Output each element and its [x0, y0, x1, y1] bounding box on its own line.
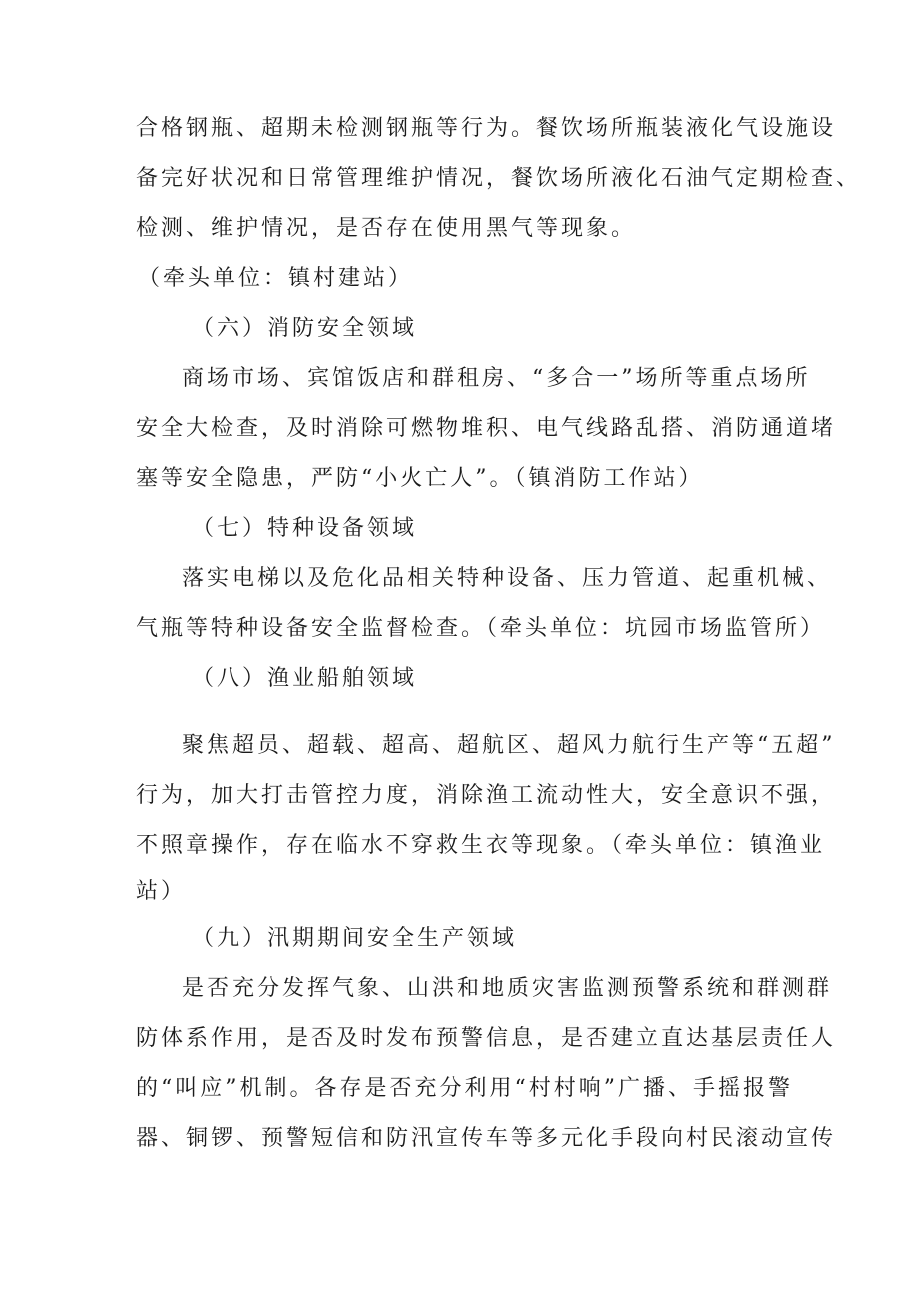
section-heading-9: （九）汛期期间安全生产领域	[192, 926, 518, 951]
body-text-line: 检测、维护情况，是否存在使用黑气等现象。	[136, 216, 637, 241]
body-text-line: 安全大检查，及时消除可燃物堆积、电气线路乱搭、消防通道堵	[136, 416, 837, 441]
body-text-line: 塞等安全隐患，严防“小火亡人”。（镇消防工作站）	[136, 466, 704, 491]
section-heading-8: （八）渔业船舶领域	[192, 666, 418, 691]
section-heading-6: （六）消防安全领域	[192, 316, 418, 341]
body-text-line: 备完好状况和日常管理维护情况，餐饮场所液化石油气定期检查、	[136, 166, 862, 191]
body-text-line: 行为，加大打击管控力度，消除渔工流动性大，安全意识不强，	[136, 783, 837, 808]
body-text-line: 器、铜锣、预警短信和防汛宣传车等多元化手段向村民滚动宣传	[136, 1126, 837, 1151]
body-text-line: 合格钢瓶、超期未检测钢瓶等行为。餐饮场所瓶装液化气设施设	[136, 116, 837, 141]
body-text-line: 落实电梯以及危化品相关特种设备、压力管道、起重机械、	[182, 566, 833, 591]
body-text-line: 站）	[136, 879, 187, 904]
body-text-line: 的“叫应”机制。各存是否充分利用“村村响”广播、手摇报警	[136, 1076, 793, 1101]
body-text-line: 是否充分发挥气象、山洪和地质灾害监测预警系统和群测群	[182, 976, 833, 1001]
body-text-line: 商场市场、宾馆饭店和群租房、“多合一”场所等重点场所	[182, 366, 811, 391]
body-text-line: 防体系作用，是否及时发布预警信息，是否建立直达基层责任人	[136, 1026, 837, 1051]
body-text-line: 聚焦超员、超载、超高、超航区、超风力航行生产等“五超”	[182, 733, 836, 758]
body-text-line: 气瓶等特种设备安全监督检查。（牵头单位：坑园市场监管所）	[136, 616, 826, 641]
section-heading-7: （七）特种设备领域	[192, 516, 418, 541]
body-text-line: 不照章操作，存在临水不穿救生衣等现象。（牵头单位：镇渔业	[136, 833, 826, 858]
lead-unit-note: （牵头单位：镇村建站）	[138, 266, 414, 291]
